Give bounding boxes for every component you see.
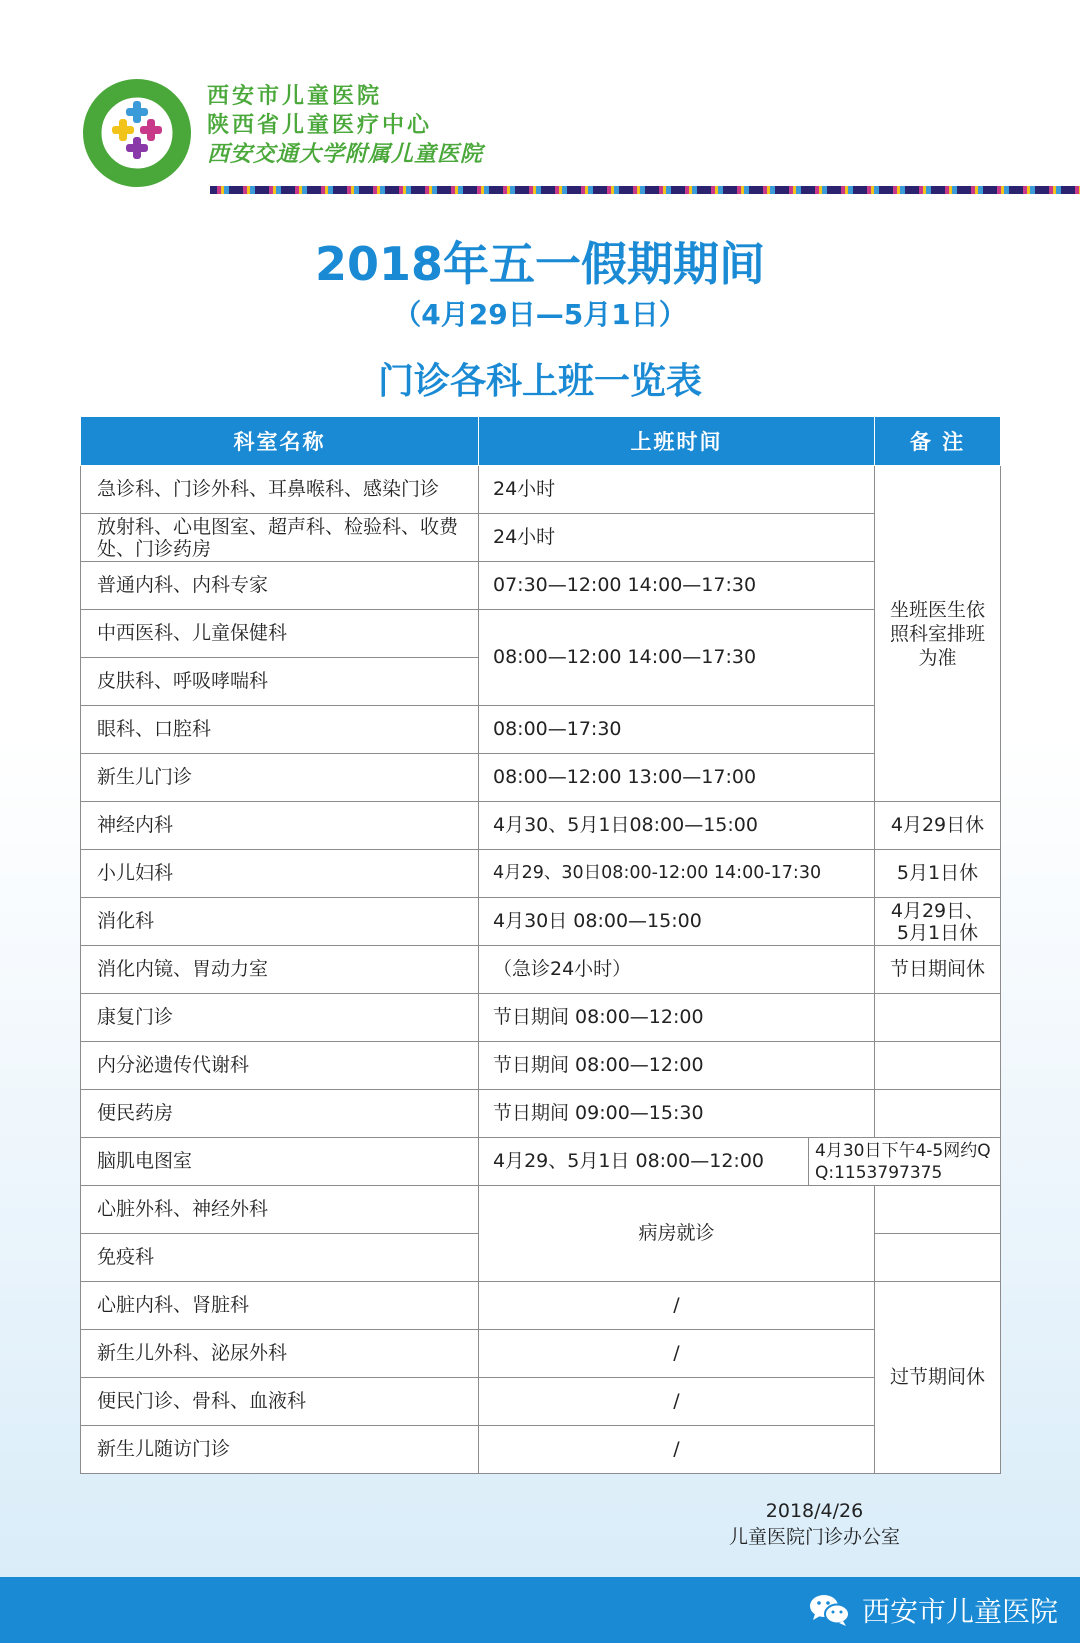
hospital-name-3: 西安交通大学附属儿童医院: [207, 142, 484, 167]
table-row: [81, 1138, 1001, 1186]
time-cell: 4月29、30日08:00-12:00 14:00-17:30: [479, 850, 875, 898]
time-cell: 节日期间 08:00—12:00: [479, 994, 875, 1042]
note-cell-merged-top: 坐班医生依照科室排班为准: [875, 466, 1001, 802]
table-row: [81, 1186, 1001, 1234]
table-header-row: [81, 417, 1001, 466]
table-row: [81, 1330, 1001, 1378]
dept-cell: 心脏外科、神经外科: [81, 1186, 479, 1234]
page-subtitle-dates: （4月29日—5月1日）: [393, 298, 687, 331]
dept-cell: 急诊科、门诊外科、耳鼻喉科、感染门诊: [81, 466, 479, 514]
hospital-name-1: 西安市儿童医院: [207, 84, 383, 109]
dept-cell: 新生儿随访门诊: [81, 1426, 479, 1474]
note-cell: [875, 1042, 1001, 1090]
note-cell: 5月1日休: [875, 850, 1001, 898]
dept-cell: 新生儿门诊: [81, 754, 479, 802]
dept-cell: 中西医科、儿童保健科: [81, 610, 479, 658]
time-cell: 节日期间 08:00—12:00: [479, 1042, 875, 1090]
header-note: 备 注: [875, 417, 1001, 466]
wechat-icon: [808, 1592, 852, 1628]
table-row: [81, 1282, 1001, 1330]
table-row: [81, 466, 1001, 514]
time-cell: 08:00—12:00 13:00—17:00: [479, 754, 875, 802]
table-row: [81, 562, 1001, 610]
table-row: [81, 754, 1001, 802]
time-cell: 4月30、5月1日08:00—15:00: [479, 802, 875, 850]
dept-cell: 便民门诊、骨科、血液科: [81, 1378, 479, 1426]
note-cell: [875, 994, 1001, 1042]
note-cell: [875, 1090, 1001, 1138]
wechat-account-name: 西安市儿童医院: [861, 1595, 1058, 1628]
table-row: [81, 1426, 1001, 1474]
dept-cell: 眼科、口腔科: [81, 706, 479, 754]
time-cell: （急诊24小时）: [479, 946, 875, 994]
time-cell: 07:30—12:00 14:00—17:30: [479, 562, 875, 610]
time-cell: /: [479, 1378, 875, 1426]
time-cell: 4月30日 08:00—15:00: [479, 898, 875, 946]
wechat-account: [808, 1577, 1058, 1643]
issuing-office: 儿童医院门诊办公室: [728, 1526, 900, 1548]
table-row: [81, 514, 1001, 562]
dept-cell: 小儿妇科: [81, 850, 479, 898]
note-cell-exception: 4月30日下午4-5网约QQ:1153797375: [808, 1138, 998, 1185]
decorative-strip: [210, 186, 1080, 194]
time-cell: 节日期间 09:00—15:30: [479, 1090, 875, 1138]
table-row: [81, 706, 1001, 754]
hospital-logo: [82, 78, 192, 188]
dept-cell: 脑肌电图室: [81, 1138, 479, 1186]
page-title: 2018年五一假期期间: [314, 237, 766, 291]
time-cell-merged: 病房就诊: [479, 1186, 875, 1282]
table-row: [81, 802, 1001, 850]
note-cell: 4月29日、5月1日休: [875, 898, 1001, 946]
table-row: [81, 898, 1001, 946]
table-row: [81, 850, 1001, 898]
dept-cell: 普通内科、内科专家: [81, 562, 479, 610]
page-subtitle-table: 门诊各科上班一览表: [377, 361, 702, 402]
header-dept: 科室名称: [81, 417, 479, 466]
hospital-names: [207, 82, 483, 169]
table-row: [81, 1090, 1001, 1138]
note-cell-merged-bottom: 过节期间休: [875, 1282, 1001, 1474]
time-cell: 4月29、5月1日 08:00—12:00: [493, 1150, 764, 1172]
note-cell: 节日期间休: [875, 946, 1001, 994]
dept-cell: 新生儿外科、泌尿外科: [81, 1330, 479, 1378]
dept-cell: 便民药房: [81, 1090, 479, 1138]
dept-cell: 皮肤科、呼吸哮喘科: [81, 658, 479, 706]
dept-cell: 免疫科: [81, 1234, 479, 1282]
time-cell: 24小时: [479, 514, 875, 562]
dept-cell: 心脏内科、肾脏科: [81, 1282, 479, 1330]
note-cell: 4月29日休: [875, 802, 1001, 850]
time-cell: /: [479, 1282, 875, 1330]
note-cell: [875, 1186, 1001, 1234]
schedule-table: [80, 416, 1001, 1474]
time-cell: 24小时: [479, 466, 875, 514]
header-time: 上班时间: [479, 417, 875, 466]
dept-cell: 消化科: [81, 898, 479, 946]
table-row: [81, 610, 1001, 658]
issue-info: [729, 1498, 900, 1550]
dept-cell: 神经内科: [81, 802, 479, 850]
time-cell: 08:00—17:30: [479, 706, 875, 754]
dept-cell: 消化内镜、胃动力室: [81, 946, 479, 994]
table-row: [81, 946, 1001, 994]
issue-date: 2018/4/26: [765, 1500, 864, 1522]
table-row: [81, 1378, 1001, 1426]
dept-cell: 康复门诊: [81, 994, 479, 1042]
dept-cell: 内分泌遗传代谢科: [81, 1042, 479, 1090]
table-row: [81, 994, 1001, 1042]
note-cell: [875, 1234, 1001, 1282]
time-note-combined-cell: [479, 1138, 1001, 1186]
table-row: [81, 1042, 1001, 1090]
dept-cell: 放射科、心电图室、超声科、检验科、收费处、门诊药房: [81, 514, 479, 562]
time-cell-merged: 08:00—12:00 14:00—17:30: [479, 610, 875, 706]
time-cell: /: [479, 1426, 875, 1474]
time-cell: /: [479, 1330, 875, 1378]
hospital-name-2: 陕西省儿童医疗中心: [207, 113, 433, 138]
